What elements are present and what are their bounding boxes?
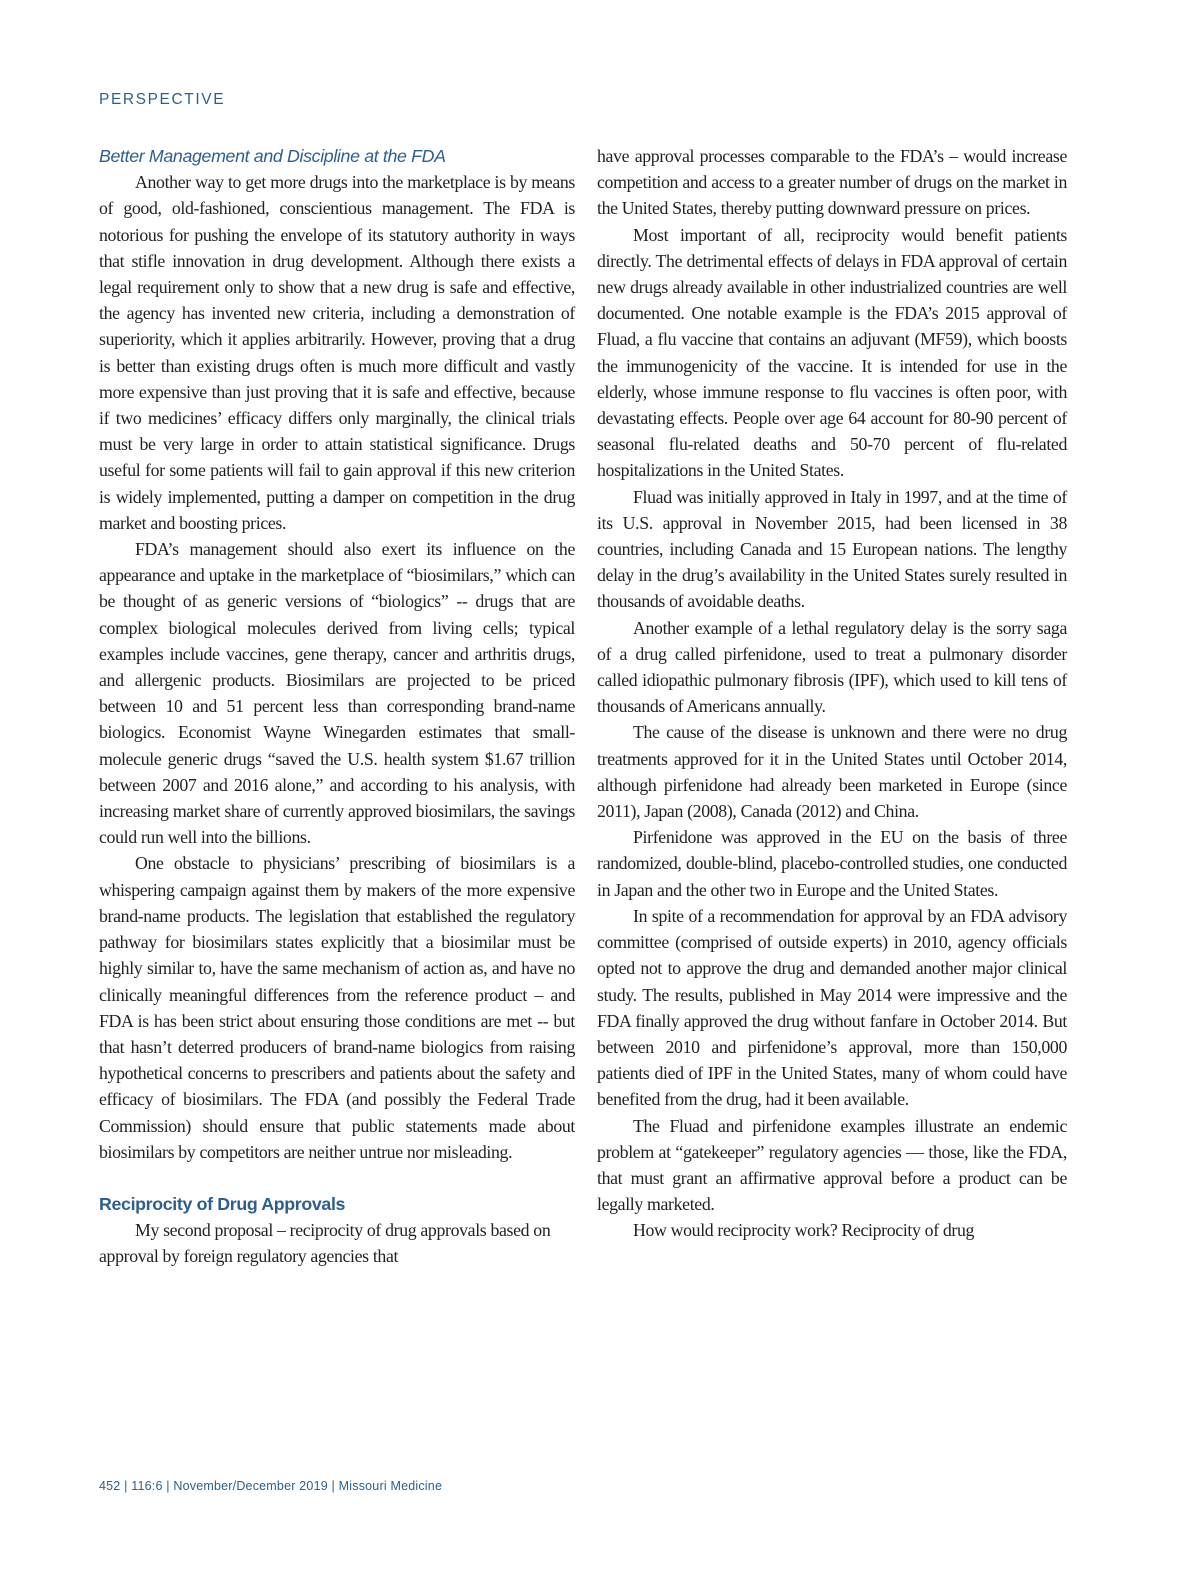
page-footer: 452 | 116:6 | November/December 2019 | Missouri Medicine [99,1479,443,1493]
paragraph: Fluad was initially approved in Italy in 1997, and at the time of its U.S. approval in November 2015, had been licensed in 38 countries, including Canada and 15 European nations. The lengthy delay in the drug’s availability in the United States surely resulted in thousands of avoidable deaths. [597,486,1067,612]
subheading-better-management: Better Management and Discipline at the FDA [99,146,446,166]
paragraph: FDA’s management should also exert its influence on the appearance and uptake in the marketplace of “biosimilars,” which can be thought of as generic versions of “biologics” -- drugs that are complex biological molecules derived from living cells; typical examples include vaccines, gene therapy, cancer and arthritis drugs, and allergenic products. Biosimilars are projected to be priced between 10 and 51 percent less than corresponding brand-name biologics. Economist Wayne Winegarden estimates that small-molecule generic drugs “saved the U.S. health system $1.67 trillion between 2007 and 2016 alone,” and according to his analysis, with increasing market share of currently approved biosimilars, the savings could run well into the billions. [99,539,575,848]
paragraph: The cause of the disease is unknown and there were no drug treatments approved for it in the United States until October 2014, although pirfenidone had already been marketed in Europe (since 2011), Japan (2008), Canada (2012) and China. [597,722,1067,822]
paragraph: How would reciprocity work? Reciprocity of drug [633,1220,975,1241]
section-label: PERSPECTIVE [99,91,226,108]
right-column [597,143,1067,1244]
paragraph: My second proposal – reciprocity of drug approvals based on approval by foreign regulatory agencies that [99,1220,551,1267]
paragraph: One obstacle to physicians’ prescribing of biosimilars is a whispering campaign against them by makers of the more expensive brand-name products. The legislation that established the regulatory pathway for biosimilars states explicitly that a biosimilar must be highly similar to, have the same mechanism of action as, and have no clinically meaningful differences from the reference product – and FDA is has been strict about ensuring those conditions are met -- but that hasn’t deterred producers of brand-name biologics from raising hypothetical concerns to prescribers and patients about the safety and efficacy of biosimilars. The FDA (and possibly the Federal Trade Commission) should ensure that public statements made about biosimilars by competitors are neither untrue nor misleading. [99,853,575,1162]
paragraph: Most important of all, reciprocity would benefit patients directly. The detrimental effects of delays in FDA approval of certain new drugs already available in other industrialized countries are well documented. One notable example is the FDA’s 2015 approval of Fluad, a flu vaccine that contains an adjuvant (MF59), which boosts the immunogenicity of the vaccine. It is intended for use in the elderly, whose immune response to flu vaccines is often poor, with devastating effects. People over age 64 account for 80-90 percent of seasonal flu-related deaths and 50-70 percent of flu-related hospitalizations in the United States. [597,224,1067,481]
paragraph: Another example of a lethal regulatory delay is the sorry saga of a drug called pirfenidone, used to treat a pulmonary disorder called idiopathic pulmonary fibrosis (IPF), which used to kill tens of thousands of Americans annually. [597,617,1067,717]
paragraph: In spite of a recommendation for approval by an FDA advisory committee (comprised of outside experts) in 2010, agency officials opted not to approve the drug and demanded another major clinical study. The results, published in May 2014 were impressive and the FDA finally approved the drug without fanfare in October 2014. But between 2010 and pirfenidone’s approval, more than 150,000 patients died of IPF in the United States, many of whom could have benefited from the drug, had it been available. [597,905,1067,1110]
left-column [99,143,575,1270]
subheading-reciprocity: Reciprocity of Drug Approvals [99,1193,346,1214]
paragraph: Pirfenidone was approved in the EU on the basis of three randomized, double-blind, placebo-controlled studies, one conducted in Japan and the other two in Europe and the United States. [597,827,1067,900]
paragraph: have approval processes comparable to the FDA’s – would increase competition and access to a greater number of drugs on the market in the United States, thereby putting downward pressure on prices. [597,146,1067,219]
paragraph: Another way to get more drugs into the marketplace is by means of good, old-fashioned, conscientious management. The FDA is notorious for pushing the envelope of its statutory authority in ways that stifle innovation in drug development. Although there exists a legal requirement only to show that a new drug is safe and effective, the agency has invented new criteria, including a demonstration of superiority, which it applies arbitrarily. However, proving that a drug is better than existing drugs often is much more difficult and vastly more expensive than just proving that it is safe and effective, because if two medicines’ efficacy differs only marginally, the clinical trials must be very large in order to attain statistical significance. Drugs useful for some patients will fail to gain approval if this new criterion is widely implemented, putting a damper on competition in the drug market and boosting prices. [99,172,575,533]
paragraph: The Fluad and pirfenidone examples illustrate an endemic problem at “gatekeeper” regulatory agencies — those, like the FDA, that must grant an affirmative approval before a product can be legally marketed. [597,1115,1067,1215]
